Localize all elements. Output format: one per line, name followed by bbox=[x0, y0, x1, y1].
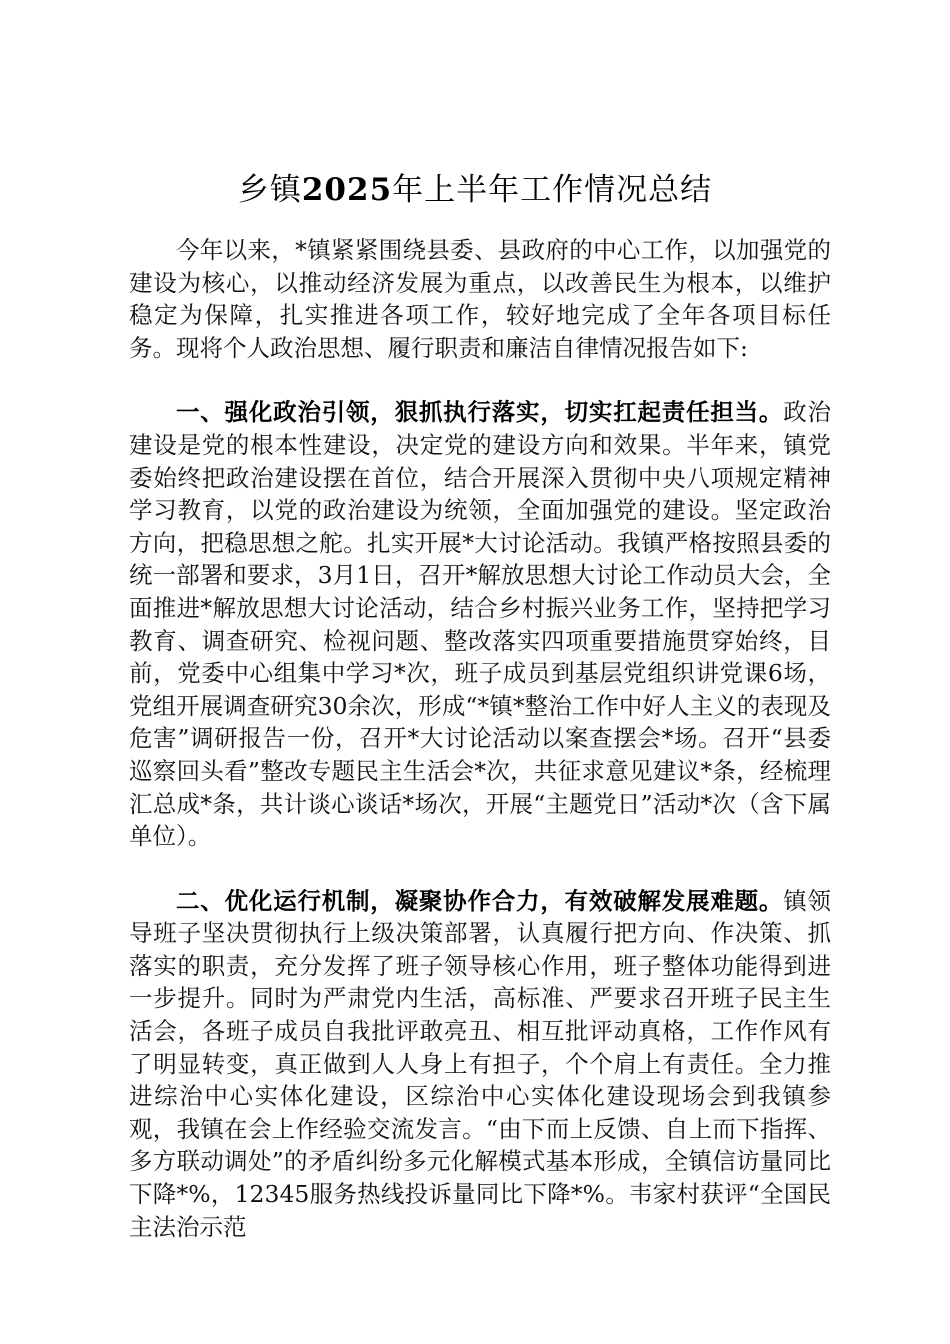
title-suffix: 年上半年工作情况总结 bbox=[392, 172, 713, 208]
section-heading-1: 一、强化政治引领，狠抓执行落实，切实扛起责任担当。 bbox=[176, 398, 784, 427]
title-prefix: 乡镇 bbox=[237, 172, 302, 208]
section-paragraph-2 bbox=[129, 885, 831, 1244]
title-year: 2025 bbox=[301, 172, 393, 208]
section-text-1: 政治建设是党的根本性建设，决定党的建设方向和效果。半年来，镇党委始终把政治建设摆在首位，结合开展深入贯彻中央八项规定精神学习教育，以党的政治建设为统领，全面加强党的建设。坚定政治方向，把稳思想之舵。扎实开展*大讨论活动。我镇严格按照县委的统一部署和要求，3月1日，召开*解放思想大讨论工作动员大会，全面推进*解放思想大讨论活动，结合乡村振兴业务工作，坚持把学习教育、调查研究、检视问题、整改落实四项重要措施贯穿始终，目前，党委中心组集中学习*次，班子成员到基层党组织讲党课6场，党组开展调查研究30余次，形成“*镇*整治工作中好人主义的表现及危害”调研报告一份，召开*大讨论活动以案查摆会*场。召开“县委巡察回头看”整改专题民主生活会*次，共征求意见建议*条，经梳理汇总成*条，共计谈心谈话*场次，开展“主题党日”活动*次（含下属单位）。 bbox=[129, 398, 832, 851]
section-heading-2: 二、优化运行机制，凝聚协作合力，有效破解发展难题。 bbox=[176, 886, 784, 915]
intro-paragraph: 今年以来，*镇紧紧围绕县委、县政府的中心工作，以加强党的建设为核心，以推动经济发展为重点，以改善民生为根本，以维护稳定为保障，扎实推进各项工作，较好地完成了全年各项目标任务。现将个人政治思想、履行职责和廉洁自律情况报告如下: bbox=[129, 236, 831, 362]
paragraph-spacer bbox=[129, 853, 831, 885]
document-title bbox=[0, 168, 950, 212]
paragraph-spacer bbox=[129, 364, 831, 396]
section-paragraph-1 bbox=[129, 396, 831, 852]
section-text-2: 镇领导班子坚决贯彻执行上级决策部署，认真履行把方向、作决策、抓落实的职责，充分发挥了班子领导核心作用，班子整体功能得到进一步提升。同时为严肃党内生活，高标准、严要求召开班子民主生活会，各班子成员自我批评敢亮丑、相互批评动真格，工作作风有了明显转变，真正做到人人身上有担子，个个肩上有责任。全力推进综治中心实体化建设，区综治中心实体化建设现场会到我镇参观，我镇在会上作经验交流发言。“由下而上反馈、自上而下指挥、多方联动调处”的矛盾纠纷多元化解模式基本形成，全镇信访量同比下降*%，12345服务热线投诉量同比下降*%。韦家村获评“全国民主法治示范 bbox=[129, 886, 832, 1241]
document-body bbox=[129, 234, 831, 1243]
